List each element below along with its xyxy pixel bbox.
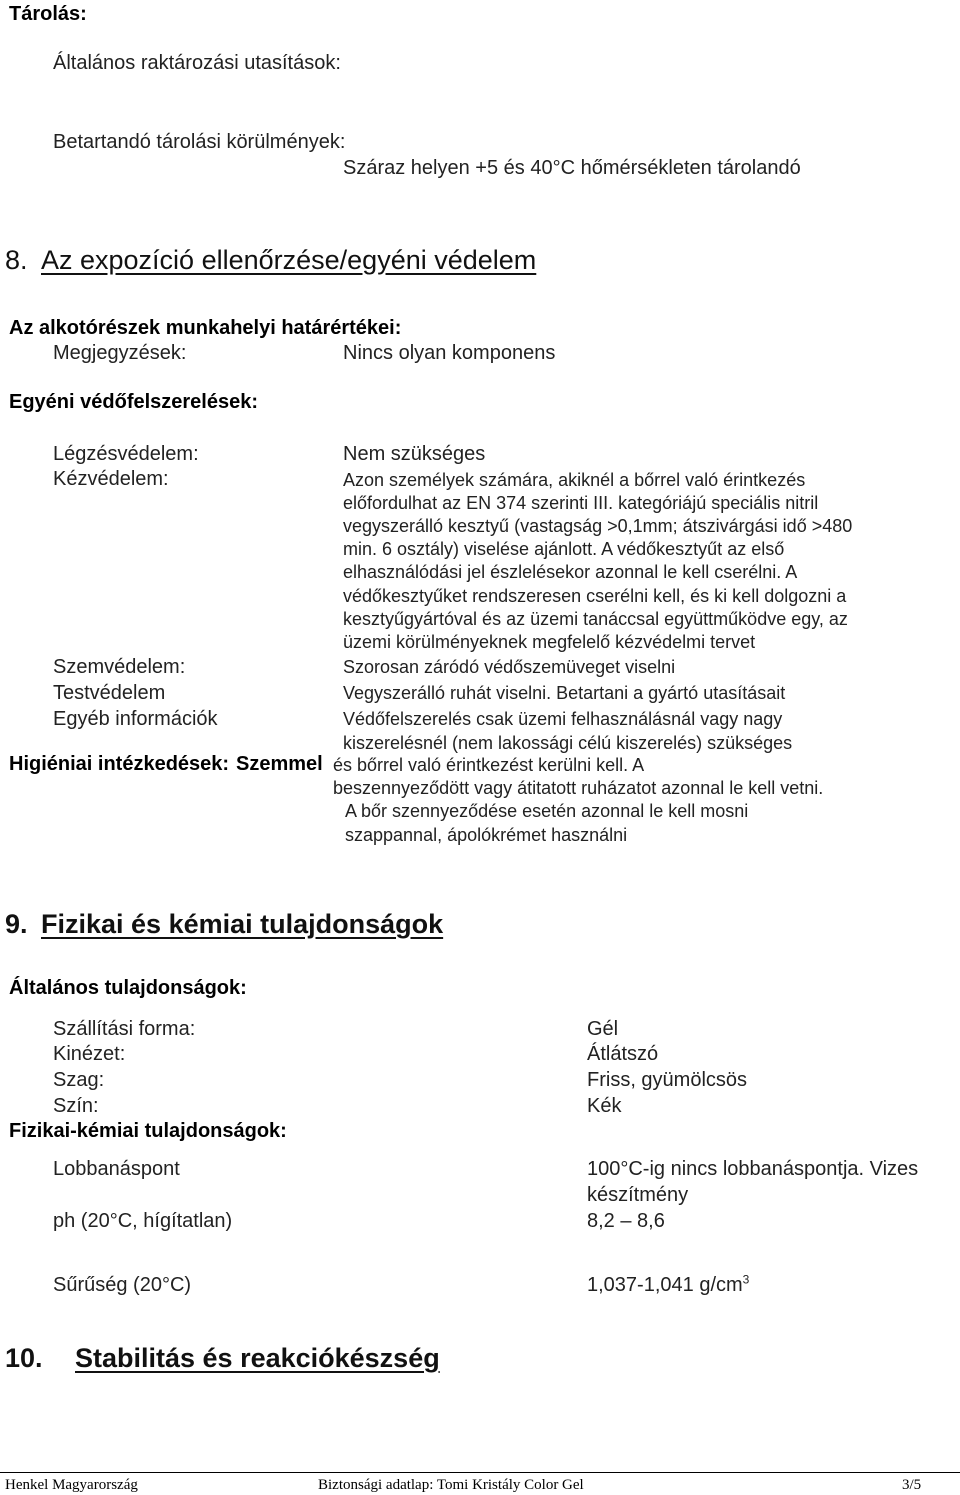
flash-point-value: 100°C-ig nincs lobbanáspontja. Vizes — [587, 1158, 919, 1180]
hygiene-text-line: és bőrrel való érintkezést kerülni kell. A — [333, 755, 645, 775]
hand-text-line: Azon személyek számára, akiknél a bőrrel való érintkezés — [343, 470, 806, 490]
notes-value: Nincs olyan komponens — [343, 342, 556, 364]
hygiene-text-line: A bőr szennyeződése esetén azonnal le kell mosni — [345, 801, 749, 821]
physchem-heading: Fizikai-kémiai tulajdonságok: — [9, 1120, 287, 1142]
section-8-number: 8. — [5, 245, 28, 275]
density-exponent: 3 — [742, 1272, 750, 1287]
general-storage-label: Általános raktározási utasítások: — [53, 52, 341, 74]
respiratory-label: Légzésvédelem: — [53, 443, 199, 465]
body-protection-label: Testvédelem — [53, 682, 166, 704]
footer-page-number: 3/5 — [902, 1477, 922, 1493]
property-value: Gél — [587, 1018, 619, 1040]
exposure-limits-heading: Az alkotórészek munkahelyi határértékei: — [9, 317, 402, 339]
storage-conditions-value: Száraz helyen +5 és 40°C hőmérsékleten tárolandó — [343, 157, 801, 179]
hand-text-line: kesztyűgyártóval és az üzemi tanáccsal együttműködve egy, az — [343, 609, 848, 629]
hygiene-text-line: beszennyeződött vagy átitatott ruházatot azonnal le kell vetni. — [333, 778, 824, 798]
respiratory-value: Nem szükséges — [343, 443, 486, 465]
property-value: Kék — [587, 1095, 622, 1117]
page-footer — [0, 1472, 960, 1495]
density-label: Sűrűség (20°C) — [53, 1274, 192, 1296]
eye-label: Szemvédelem: — [53, 656, 186, 678]
eye-value: Szorosan záródó védőszemüveget viselni — [343, 657, 676, 677]
hand-text-line: elhasználódási jel észlelésekor azonnal le kell cserélni. A — [343, 562, 798, 582]
storage-heading: Tárolás: — [9, 3, 87, 25]
section-9-title: Fizikai és kémiai tulajdonságok — [41, 909, 444, 939]
general-properties-heading: Általános tulajdonságok: — [9, 977, 247, 999]
property-value: Friss, gyümölcsös — [587, 1069, 748, 1091]
property-label: Szállítási forma: — [53, 1018, 196, 1040]
density-value — [587, 1273, 749, 1297]
property-label: Szín: — [53, 1095, 99, 1117]
other-info-label: Egyéb információk — [53, 708, 218, 730]
property-value: Átlátszó — [587, 1043, 659, 1065]
hand-text-line: védőkesztyűket rendszeresen cserélni kell, és ki kell dolgozni a — [343, 586, 847, 606]
notes-label: Megjegyzések: — [53, 342, 187, 364]
hand-text-line: vegyszerálló kesztyű (vastagság >0,1mm; átszivárgási idő >480 — [343, 516, 853, 536]
hand-text-line: üzemi körülményeknek megfelelő kézvédelmi tervet — [343, 632, 756, 652]
ppe-heading: Egyéni védőfelszerelések: — [9, 391, 259, 413]
storage-conditions-label: Betartandó tárolási körülmények: — [53, 131, 346, 153]
other-info-line: Védőfelszerelés csak üzemi felhasználásnál vagy nagy — [343, 709, 783, 729]
section-9-number: 9. — [5, 909, 28, 939]
hand-text-line: előfordulhat az EN 374 szerinti III. kategóriájú speciális nitril — [343, 493, 819, 513]
section-10-title: Stabilitás és reakciókészség — [75, 1343, 440, 1373]
ph-value: 8,2 – 8,6 — [587, 1210, 665, 1232]
hygiene-text-line: szappannal, ápolókrémet használni — [345, 825, 628, 845]
footer-document-title: Biztonsági adatlap: Tomi Kristály Color Gel — [318, 1477, 584, 1493]
flash-point-value-cont: készítmény — [587, 1184, 689, 1206]
hygiene-label: Higiéniai intézkedések: — [9, 753, 230, 775]
other-info-line: kiszerelésnél (nem lakossági célú kiszerelés) szükséges — [343, 733, 793, 753]
hand-label: Kézvédelem: — [53, 468, 169, 490]
property-label: Kinézet: — [53, 1043, 126, 1065]
ph-label: ph (20°C, hígítatlan) — [53, 1210, 233, 1232]
body-protection-value: Vegyszerálló ruhát viselni. Betartani a gyártó utasításait — [343, 683, 786, 703]
property-label: Szag: — [53, 1069, 105, 1091]
hand-text-line: min. 6 osztály) viselése ajánlott. A védőkesztyűt az első — [343, 539, 785, 559]
flash-point-label: Lobbanáspont — [53, 1158, 180, 1180]
hygiene-first-word: Szemmel — [236, 753, 323, 775]
density-value-text: 1,037-1,041 g/cm — [587, 1274, 743, 1296]
section-10-number: 10. — [5, 1343, 43, 1373]
footer-company: Henkel Magyarország — [5, 1477, 138, 1493]
section-8-title: Az expozíció ellenőrzése/egyéni védelem — [41, 245, 537, 275]
